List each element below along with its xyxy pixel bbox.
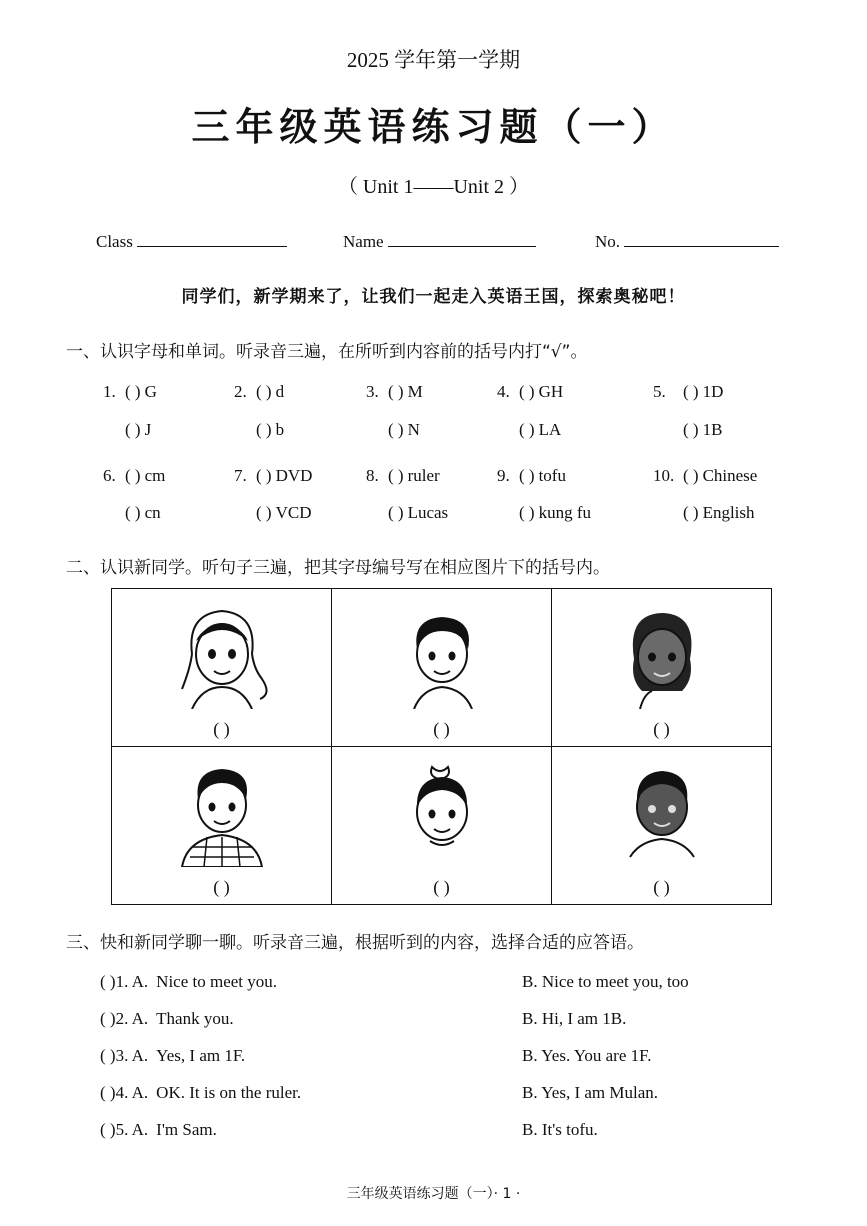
checkbox-parentheses[interactable]: ( ) — [388, 503, 404, 522]
section1-item-row — [103, 382, 157, 402]
item-number: 2. — [234, 382, 247, 401]
item-number: 7. — [234, 466, 247, 485]
option-a: OK. It is on the ruler. — [156, 1083, 302, 1102]
no-blank[interactable] — [624, 232, 779, 247]
option-a: tofu — [538, 466, 566, 485]
checkbox-parentheses[interactable]: ( ) — [683, 382, 699, 401]
option-b: B. Nice to meet you, too — [522, 972, 689, 991]
section1-item-row — [366, 382, 423, 402]
option-a: cm — [144, 466, 166, 485]
option-a: GH — [538, 382, 564, 401]
page-footer: 三年级英语练习题（一）· 1 · — [346, 1186, 521, 1202]
picture-cell — [112, 747, 332, 905]
item-number: 6. — [103, 466, 116, 485]
section1-item-row — [366, 503, 448, 523]
item-number: )3. A. — [109, 1046, 149, 1065]
checkbox-parentheses[interactable]: ( ) — [256, 420, 272, 439]
answer-parentheses[interactable]: ( — [100, 1120, 110, 1139]
class-field[interactable] — [96, 232, 287, 252]
option-b: N — [407, 420, 420, 439]
section1-item-row — [366, 466, 440, 486]
dialogue-item — [100, 1083, 301, 1103]
option-a: ruler — [407, 466, 440, 485]
option-b: J — [144, 420, 152, 439]
answer-parentheses[interactable]: ( — [100, 1009, 110, 1028]
name-label: Name — [343, 232, 384, 251]
checkbox-parentheses[interactable]: ( ) — [256, 466, 272, 485]
item-number: 4. — [497, 382, 510, 401]
checkbox-parentheses[interactable]: ( ) — [125, 466, 141, 485]
checkbox-parentheses[interactable]: ( ) — [388, 466, 404, 485]
item-number: 3. — [366, 382, 379, 401]
option-b: kung fu — [538, 503, 591, 522]
option-a: Chinese — [702, 466, 758, 485]
slogan: 同学们，新学期来了，让我们一起走入英语王国，探索奥秘吧！ — [181, 287, 686, 307]
item-number: 1. — [103, 382, 116, 401]
checkbox-parentheses[interactable]: ( ) — [519, 466, 535, 485]
item-number: 10. — [653, 466, 675, 485]
picture-cell — [332, 747, 552, 905]
section1-item-row — [234, 420, 284, 440]
page-title: 三年级英语练习题（一） — [191, 104, 676, 149]
class-label: Class — [96, 232, 133, 251]
option-b: B. Hi, I am 1B. — [522, 1009, 627, 1028]
section1-item-row — [653, 466, 757, 486]
section1-item-row — [366, 420, 420, 440]
section1-heading: 一、认识字母和单词。听录音三遍，在所听到内容前的括号内打“√”。 — [66, 342, 588, 362]
option-a: DVD — [275, 466, 313, 485]
option-a: I'm Sam. — [156, 1120, 217, 1139]
answer-parentheses[interactable]: ( — [100, 1083, 110, 1102]
item-number: )5. A. — [109, 1120, 149, 1139]
option-a: G — [144, 382, 157, 401]
boy-plaid-shirt-portrait-icon — [162, 757, 282, 867]
no-field[interactable] — [595, 232, 779, 252]
section1-item-row — [497, 420, 561, 440]
picture-cell — [112, 589, 332, 747]
checkbox-parentheses[interactable]: ( ) — [256, 382, 272, 401]
section3-heading: 三、快和新同学聊一聊。听录音三遍，根据听到的内容，选择合适的应答语。 — [66, 933, 644, 953]
option-b: b — [275, 420, 285, 439]
answer-parentheses[interactable]: ( ) — [653, 877, 670, 897]
section1-item-row — [497, 466, 566, 486]
dialogue-item — [100, 1046, 245, 1066]
name-blank[interactable] — [388, 232, 536, 247]
option-b: B. Yes, I am Mulan. — [522, 1083, 659, 1102]
checkbox-parentheses[interactable]: ( ) — [519, 503, 535, 522]
picture-cell — [552, 589, 772, 747]
option-a: Nice to meet you. — [156, 972, 278, 991]
section1-item-row — [497, 503, 591, 523]
item-number: 5. — [653, 382, 666, 401]
term-label: 2025 学年第一学期 — [346, 48, 521, 72]
option-a: d — [275, 382, 285, 401]
section1-item-row — [497, 382, 563, 402]
checkbox-parentheses[interactable]: ( ) — [683, 503, 699, 522]
section1-item-row — [653, 420, 722, 440]
item-number: )2. A. — [109, 1009, 149, 1028]
section1-item-row — [103, 466, 165, 486]
checkbox-parentheses[interactable]: ( ) — [683, 420, 699, 439]
dialogue-item — [100, 972, 277, 992]
class-blank[interactable] — [137, 232, 287, 247]
answer-parentheses[interactable]: ( ) — [213, 877, 230, 897]
section2-heading: 二、认识新同学。听句子三遍，把其字母编号写在相应图片下的括号内。 — [66, 558, 610, 578]
checkbox-parentheses[interactable]: ( ) — [256, 503, 272, 522]
checkbox-parentheses[interactable]: ( ) — [388, 382, 404, 401]
item-number: 8. — [366, 466, 379, 485]
girl-bow-portrait-icon — [382, 757, 502, 867]
picture-cell — [332, 589, 552, 747]
name-field[interactable] — [343, 232, 536, 252]
section1-item-row — [234, 382, 284, 402]
option-b: Lucas — [407, 503, 449, 522]
girl-pigtails-portrait-icon — [162, 599, 282, 709]
girl-dark-skin-portrait-icon — [602, 599, 722, 709]
item-number: )1. A. — [109, 972, 149, 991]
section1-item-row — [653, 382, 723, 402]
answer-parentheses[interactable]: ( ) — [653, 719, 670, 739]
boy-dark-skin-portrait-icon — [602, 757, 722, 867]
item-number: )4. A. — [109, 1083, 149, 1102]
option-b: LA — [538, 420, 562, 439]
no-label: No. — [595, 232, 621, 251]
picture-grid — [111, 588, 772, 905]
checkbox-parentheses[interactable]: ( ) — [519, 420, 535, 439]
section1-item-row — [234, 503, 311, 523]
option-b: VCD — [275, 503, 312, 522]
answer-parentheses[interactable]: ( — [100, 1046, 110, 1065]
checkbox-parentheses[interactable]: ( ) — [125, 382, 141, 401]
checkbox-parentheses[interactable]: ( ) — [125, 420, 141, 439]
option-b: B. It's tofu. — [522, 1120, 598, 1139]
section1-item-row — [103, 503, 161, 523]
checkbox-parentheses[interactable]: ( ) — [388, 420, 404, 439]
option-a: M — [407, 382, 423, 401]
dialogue-item — [100, 1120, 217, 1140]
option-a: Thank you. — [156, 1009, 234, 1028]
answer-parentheses[interactable]: ( ) — [433, 877, 450, 897]
option-b: 1B — [702, 420, 723, 439]
picture-cell — [552, 747, 772, 905]
answer-parentheses[interactable]: ( ) — [213, 719, 230, 739]
dialogue-item — [100, 1009, 234, 1029]
checkbox-parentheses[interactable]: ( ) — [519, 382, 535, 401]
answer-parentheses[interactable]: ( — [100, 972, 110, 991]
section1-item-row — [653, 503, 755, 523]
answer-parentheses[interactable]: ( ) — [433, 719, 450, 739]
checkbox-parentheses[interactable]: ( ) — [125, 503, 141, 522]
boy-short-hair-portrait-icon — [382, 599, 502, 709]
option-b: English — [702, 503, 755, 522]
checkbox-parentheses[interactable]: ( ) — [683, 466, 699, 485]
item-number: 9. — [497, 466, 510, 485]
unit-range: （ Unit 1——Unit 2 ） — [337, 176, 530, 198]
option-a: Yes, I am 1F. — [156, 1046, 246, 1065]
section1-item-row — [234, 466, 312, 486]
option-b: B. Yes. You are 1F. — [522, 1046, 652, 1065]
section1-item-row — [103, 420, 151, 440]
option-b: cn — [144, 503, 161, 522]
option-a: 1D — [702, 382, 724, 401]
